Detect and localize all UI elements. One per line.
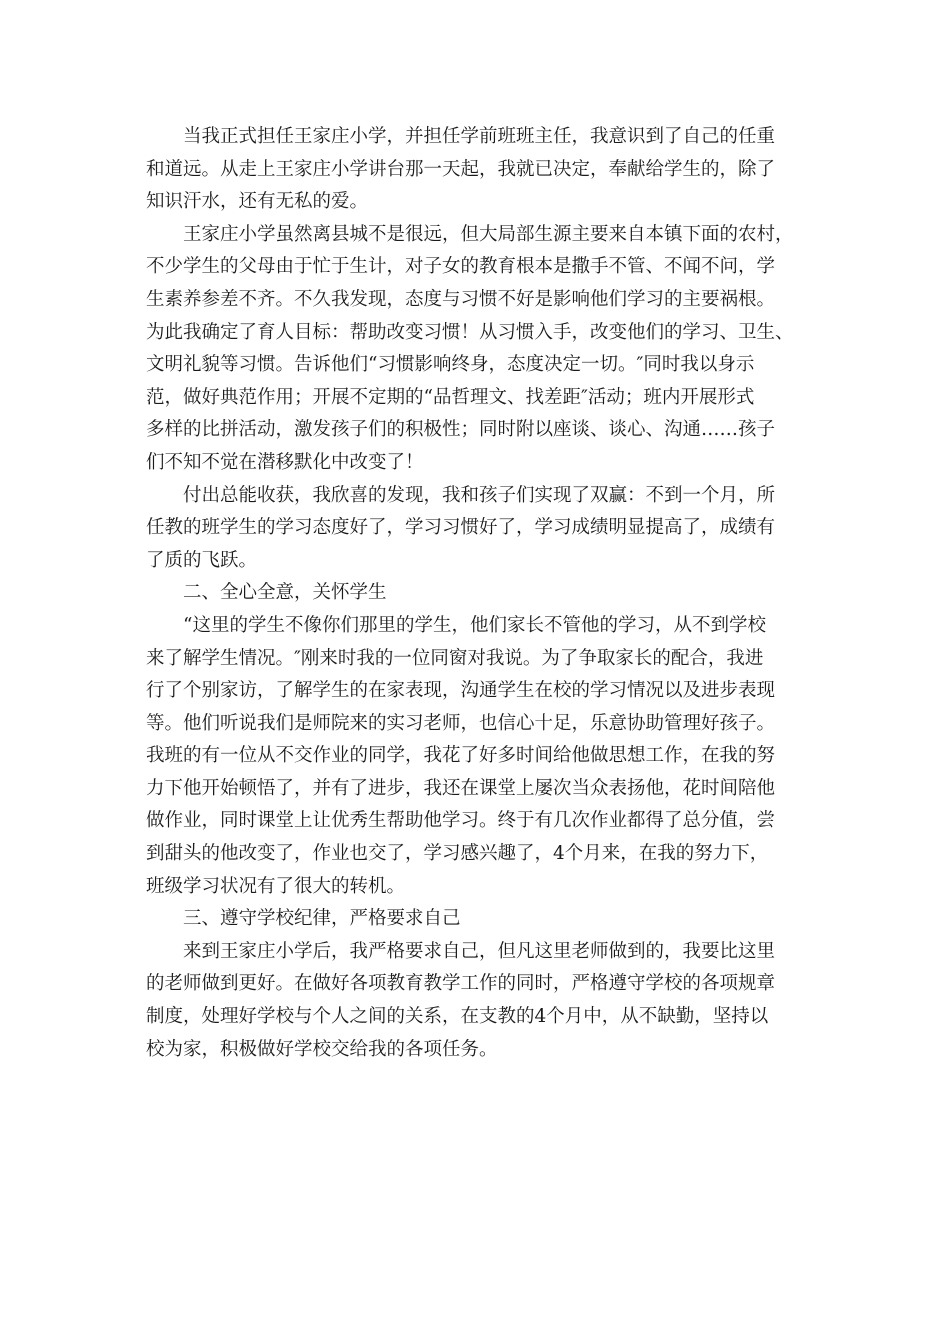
text-line: 王家庄小学虽然离县城不是很远，但大局部生源主要来自本镇下面的农村， [146,223,794,245]
text-line: 三、遵守学校纪律，严格要求自己 [146,908,461,930]
text-line: 当我正式担任王家庄小学，并担任学前班班主任，我意识到了自己的任重 [146,126,776,147]
paragraph [146,121,818,219]
text-line: 等。他们听说我们是师院来的实习老师，也信心十足，乐意协助管理好孩子。 [146,712,776,734]
paragraph [146,219,818,480]
text-line: 到甜头的他改变了，作业也交了，学习感兴趣了，4个月来，在我的努力下， [146,843,769,865]
text-line: 校为家，积极做好学校交给我的各项任务。 [146,1038,498,1060]
text-line: 付出总能收获，我欣喜的发现，我和孩子们实现了双赢：不到一个月，所 [146,484,776,506]
document-body [146,121,818,1066]
paragraph [146,936,818,1066]
text-line: 为此我确定了育人目标：帮助改变习惯！从习惯入手，改变他们的学习、卫生、 [146,321,794,343]
paragraph [146,480,818,578]
text-line: 班级学习状况有了很大的转机。 [146,875,406,897]
text-line: 做作业，同时课堂上让优秀生帮助他学习。终于有几次作业都得了总分值，尝 [146,810,776,832]
text-line: 的老师做到更好。在做好各项教育教学工作的同时，严格遵守学校的各项规章 [146,973,776,995]
section-heading [146,903,818,936]
section-heading [146,577,818,610]
text-line: 来了解学生情况。″刚来时我的一位同窗对我说。为了争取家长的配合，我进 [146,647,764,669]
text-line: 不少学生的父母由于忙于生计，对子女的教育根本是撒手不管、不闻不问，学 [146,256,776,278]
text-line: 生素养参差不齐。不久我发现，态度与习惯不好是影响他们学习的主要祸根。 [146,288,776,310]
text-line: 多样的比拼活动，激发孩子们的积极性；同时附以座谈、谈心、沟通……孩子 [146,419,776,441]
text-line: 二、全心全意，关怀学生 [146,582,387,604]
text-line: 制度，处理好学校与个人之间的关系，在支教的4个月中，从不缺勤，坚持以 [146,1006,769,1028]
text-line: 了质的飞跃。 [146,549,258,571]
text-line: 范，做好典范作用；开展不定期的“品哲理文、找差距″活动；班内开展形式 [146,386,755,408]
text-line: 行了个别家访，了解学生的在家表现，沟通学生在校的学习情况以及进步表现 [146,680,776,702]
text-line: “这里的学生不像你们那里的学生，他们家长不管他的学习，从不到学校 [146,614,766,636]
text-line: 任教的班学生的学习态度好了，学习习惯好了，学习成绩明显提高了，成绩有 [146,517,776,539]
text-line: 和道远。从走上王家庄小学讲台那一天起，我就已决定，奉献给学生的，除了 [146,158,776,180]
text-line: 们不知不觉在潜移默化中改变了！ [146,451,424,473]
paragraph [146,610,818,903]
text-line: 来到王家庄小学后，我严格要求自己，但凡这里老师做到的，我要比这里 [146,940,776,962]
text-line: 力下他开始顿悟了，并有了进步，我还在课堂上屡次当众表扬他，花时间陪他 [146,777,776,799]
text-line: 知识汗水，还有无私的爱。 [146,191,369,213]
text-line: 文明礼貌等习惯。告诉他们“习惯影响终身，态度决定一切。″同时我以身示 [146,354,755,376]
text-line: 我班的有一位从不交作业的同学，我花了好多时间给他做思想工作，在我的努 [146,745,776,767]
